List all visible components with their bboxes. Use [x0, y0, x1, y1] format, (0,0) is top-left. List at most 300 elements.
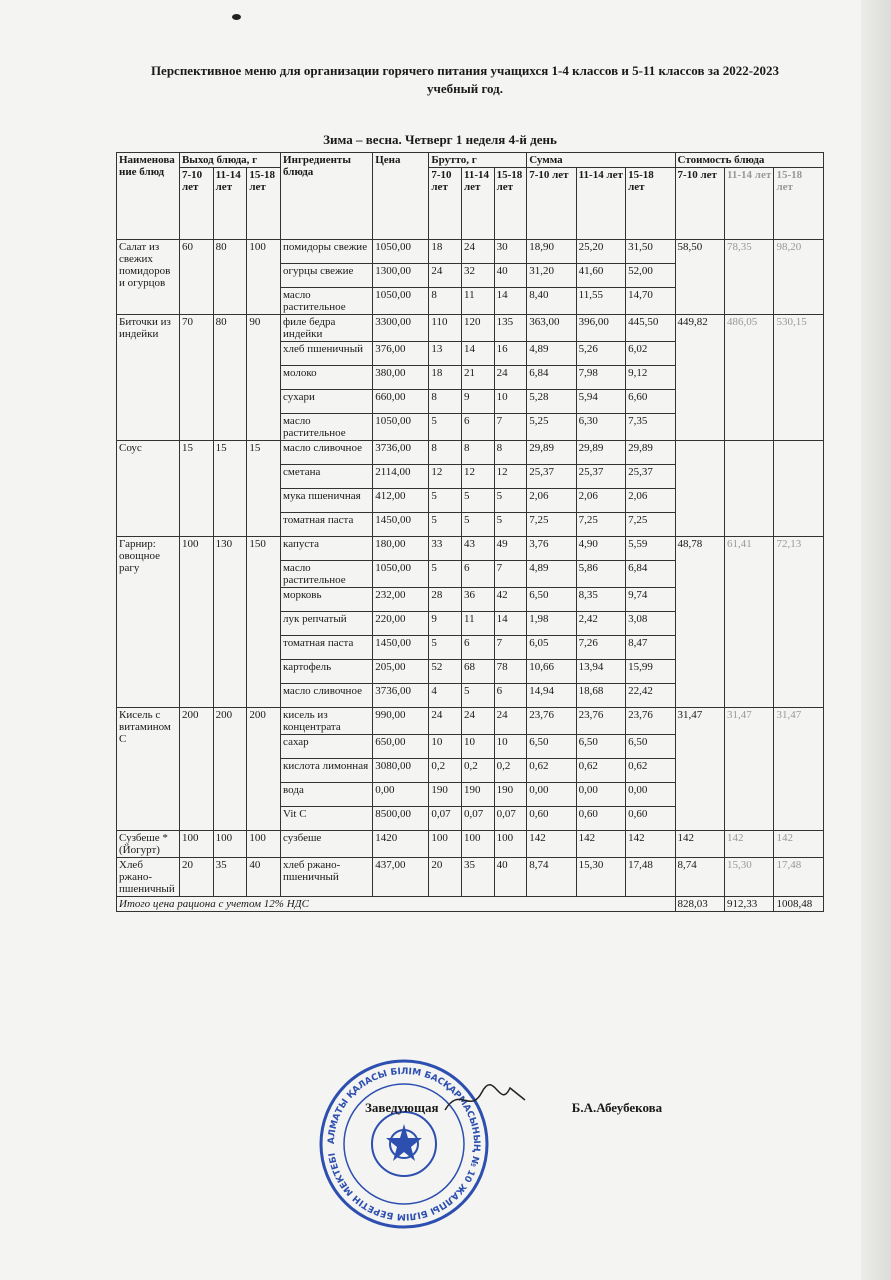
sum-15-18: 29,89 [626, 441, 675, 465]
header-brutto: Брутто, г [429, 153, 527, 168]
ingredient-name: вода [281, 783, 373, 807]
dish-name: Хлеб ржано-пшеничный [117, 858, 180, 897]
sum-7-10: 0,60 [527, 807, 576, 831]
brutto-7-10: 28 [429, 588, 462, 612]
dish-yield-15-18: 150 [247, 537, 281, 708]
ingredient-name: молоко [281, 366, 373, 390]
brutto-7-10: 8 [429, 288, 462, 315]
sum-7-10: 10,66 [527, 660, 576, 684]
dish-yield-15-18: 40 [247, 858, 281, 897]
total-value-11-14: 912,33 [725, 897, 774, 912]
sum-11-14: 6,30 [576, 414, 625, 441]
sum-7-10: 6,50 [527, 588, 576, 612]
header-ingredients: Ингредиенты блюда [281, 153, 373, 240]
sum-15-18: 0,60 [626, 807, 675, 831]
brutto-7-10: 5 [429, 636, 462, 660]
ingredient-price: 1050,00 [373, 288, 429, 315]
ingredient-price: 437,00 [373, 858, 429, 897]
dish-cost-7-10: 48,78 [675, 537, 724, 708]
brutto-7-10: 5 [429, 414, 462, 441]
sum-15-18: 25,37 [626, 465, 675, 489]
header-sum-age-11-14: 11-14 лет [576, 168, 625, 240]
sum-11-14: 7,26 [576, 636, 625, 660]
sum-11-14: 13,94 [576, 660, 625, 684]
ingredient-name: сузбеше [281, 831, 373, 858]
ingredient-price: 3080,00 [373, 759, 429, 783]
brutto-15-18: 10 [494, 735, 527, 759]
brutto-7-10: 8 [429, 441, 462, 465]
header-price: Цена [373, 153, 429, 240]
dish-cost-15-18: 17,48 [774, 858, 824, 897]
sum-15-18: 7,35 [626, 414, 675, 441]
sum-7-10: 5,25 [527, 414, 576, 441]
dish-yield-7-10: 200 [179, 708, 213, 831]
header-cost-age-11-14: 11-14 лет [725, 168, 774, 240]
sum-15-18: 6,84 [626, 561, 675, 588]
dish-cost-11-14: 142 [725, 831, 774, 858]
dish-yield-7-10: 20 [179, 858, 213, 897]
brutto-15-18: 7 [494, 414, 527, 441]
brutto-11-14: 24 [461, 708, 494, 735]
brutto-11-14: 0,2 [461, 759, 494, 783]
dish-cost-15-18: 142 [774, 831, 824, 858]
sum-15-18: 0,62 [626, 759, 675, 783]
brutto-11-14: 5 [461, 513, 494, 537]
sum-11-14: 25,37 [576, 465, 625, 489]
ingredient-price: 220,00 [373, 612, 429, 636]
sum-7-10: 0,62 [527, 759, 576, 783]
brutto-7-10: 110 [429, 315, 462, 342]
brutto-7-10: 24 [429, 264, 462, 288]
ingredient-name: огурцы свежие [281, 264, 373, 288]
total-value-7-10: 828,03 [675, 897, 724, 912]
ingredient-price: 3736,00 [373, 684, 429, 708]
sum-7-10: 29,89 [527, 441, 576, 465]
dish-yield-7-10: 100 [179, 831, 213, 858]
header-cost-age-15-18: 15-18 лет [774, 168, 824, 240]
dish-cost-15-18: 530,15 [774, 315, 824, 441]
brutto-15-18: 49 [494, 537, 527, 561]
brutto-15-18: 30 [494, 240, 527, 264]
brutto-15-18: 14 [494, 612, 527, 636]
header-dish: Наименование блюд [117, 153, 180, 240]
sum-11-14: 2,06 [576, 489, 625, 513]
brutto-15-18: 7 [494, 561, 527, 588]
brutto-11-14: 14 [461, 342, 494, 366]
dish-yield-11-14: 80 [213, 240, 247, 315]
brutto-7-10: 18 [429, 240, 462, 264]
ingredient-price: 1050,00 [373, 561, 429, 588]
sum-11-14: 11,55 [576, 288, 625, 315]
title-line-2: учебный год. [426, 81, 503, 96]
ingredient-price: 3300,00 [373, 315, 429, 342]
dish-name: Соус [117, 441, 180, 537]
ingredient-name: масло растительное [281, 288, 373, 315]
sum-7-10: 23,76 [527, 708, 576, 735]
brutto-7-10: 5 [429, 561, 462, 588]
brutto-11-14: 43 [461, 537, 494, 561]
signature-name: Б.А.Абеубекова [571, 1100, 663, 1115]
table-row [117, 315, 824, 342]
document-subtitle: Зима – весна. Четверг 1 неделя 4-й день [323, 132, 557, 147]
sum-15-18: 6,50 [626, 735, 675, 759]
dish-yield-7-10: 70 [179, 315, 213, 441]
brutto-15-18: 40 [494, 858, 527, 897]
sum-15-18: 9,12 [626, 366, 675, 390]
ingredient-price: 660,00 [373, 390, 429, 414]
header-brutto-age-11-14: 11-14 лет [461, 168, 494, 240]
sum-11-14: 15,30 [576, 858, 625, 897]
brutto-11-14: 5 [461, 684, 494, 708]
sum-7-10: 1,98 [527, 612, 576, 636]
ingredient-name: сахар [281, 735, 373, 759]
dish-cost-11-14: 486,05 [725, 315, 774, 441]
brutto-15-18: 8 [494, 441, 527, 465]
sum-15-18: 5,59 [626, 537, 675, 561]
menu-table [116, 152, 824, 912]
dish-cost-11-14: 15,30 [725, 858, 774, 897]
sum-15-18: 14,70 [626, 288, 675, 315]
header-yield-age-11-14: 11-14 лет [213, 168, 247, 240]
sum-15-18: 8,47 [626, 636, 675, 660]
ingredient-price: 1050,00 [373, 414, 429, 441]
brutto-15-18: 7 [494, 636, 527, 660]
ingredient-name: лук репчатый [281, 612, 373, 636]
brutto-11-14: 11 [461, 288, 494, 315]
sum-7-10: 4,89 [527, 561, 576, 588]
brutto-7-10: 12 [429, 465, 462, 489]
dish-cost-15-18: 31,47 [774, 708, 824, 831]
brutto-7-10: 5 [429, 513, 462, 537]
sum-7-10: 31,20 [527, 264, 576, 288]
sum-15-18: 23,76 [626, 708, 675, 735]
sum-11-14: 41,60 [576, 264, 625, 288]
table-row [117, 240, 824, 264]
ingredient-price: 650,00 [373, 735, 429, 759]
ingredient-price: 8500,00 [373, 807, 429, 831]
dish-cost-7-10 [675, 441, 724, 537]
ink-speck [232, 14, 241, 20]
sum-7-10: 8,40 [527, 288, 576, 315]
sum-7-10: 18,90 [527, 240, 576, 264]
dish-name: Биточки из индейки [117, 315, 180, 441]
dish-yield-11-14: 80 [213, 315, 247, 441]
sum-7-10: 8,74 [527, 858, 576, 897]
sum-15-18: 3,08 [626, 612, 675, 636]
brutto-15-18: 100 [494, 831, 527, 858]
brutto-11-14: 5 [461, 489, 494, 513]
ingredient-name: мука пшеничная [281, 489, 373, 513]
sum-7-10: 6,84 [527, 366, 576, 390]
sum-7-10: 6,50 [527, 735, 576, 759]
ingredient-price: 2114,00 [373, 465, 429, 489]
brutto-11-14: 21 [461, 366, 494, 390]
dish-cost-7-10: 449,82 [675, 315, 724, 441]
dish-name: Салат из свежих помидоров и огурцов [117, 240, 180, 315]
brutto-11-14: 6 [461, 414, 494, 441]
ingredient-name: сухари [281, 390, 373, 414]
dish-yield-7-10: 60 [179, 240, 213, 315]
brutto-11-14: 100 [461, 831, 494, 858]
sum-11-14: 6,50 [576, 735, 625, 759]
sum-15-18: 15,99 [626, 660, 675, 684]
brutto-11-14: 0,07 [461, 807, 494, 831]
sum-7-10: 142 [527, 831, 576, 858]
dish-yield-11-14: 15 [213, 441, 247, 537]
total-value-15-18: 1008,48 [774, 897, 824, 912]
sum-15-18: 9,74 [626, 588, 675, 612]
header-yield: Выход блюда, г [179, 153, 280, 168]
dish-cost-15-18: 72,13 [774, 537, 824, 708]
dish-cost-11-14 [725, 441, 774, 537]
header-sum: Сумма [527, 153, 675, 168]
emblem-icon [386, 1124, 422, 1161]
dish-cost-7-10: 8,74 [675, 858, 724, 897]
signature-role: Заведующая [365, 1100, 439, 1115]
brutto-7-10: 8 [429, 390, 462, 414]
brutto-7-10: 24 [429, 708, 462, 735]
sum-11-14: 0,00 [576, 783, 625, 807]
brutto-7-10: 0,2 [429, 759, 462, 783]
dish-yield-11-14: 35 [213, 858, 247, 897]
ingredient-name: хлеб ржано-пшеничный [281, 858, 373, 897]
ingredient-price: 1420 [373, 831, 429, 858]
brutto-7-10: 20 [429, 858, 462, 897]
sum-7-10: 363,00 [527, 315, 576, 342]
brutto-11-14: 6 [461, 561, 494, 588]
sum-7-10: 7,25 [527, 513, 576, 537]
document-title [95, 62, 835, 98]
brutto-11-14: 10 [461, 735, 494, 759]
ingredient-name: кислота лимонная [281, 759, 373, 783]
table-row [117, 441, 824, 465]
title-line-1: Перспективное меню для организации горячего питания учащихся 1-4 классов и 5-11 классов за 2022-2023 [150, 63, 780, 78]
header-cost-age-7-10: 7-10 лет [675, 168, 724, 240]
dish-cost-11-14: 78,35 [725, 240, 774, 315]
stamp-text: АЛМАТЫ ҚАЛАСЫ БІЛІМ БАСҚАРМАСЫНЫҢ № 10 ЖАЛПЫ БІЛІМ БЕРЕТІН МЕКТЕБІ [326, 1066, 482, 1222]
ingredient-price: 990,00 [373, 708, 429, 735]
ingredient-name: масло растительное [281, 414, 373, 441]
ingredient-price: 1050,00 [373, 240, 429, 264]
ingredient-price: 380,00 [373, 366, 429, 390]
header-sum-age-7-10: 7-10 лет [527, 168, 576, 240]
brutto-11-14: 11 [461, 612, 494, 636]
brutto-15-18: 12 [494, 465, 527, 489]
ingredient-name: сметана [281, 465, 373, 489]
brutto-15-18: 24 [494, 366, 527, 390]
table-row [117, 831, 824, 858]
brutto-7-10: 4 [429, 684, 462, 708]
brutto-15-18: 6 [494, 684, 527, 708]
brutto-15-18: 16 [494, 342, 527, 366]
brutto-11-14: 68 [461, 660, 494, 684]
brutto-11-14: 12 [461, 465, 494, 489]
ingredient-name: филе бедра индейки [281, 315, 373, 342]
sum-15-18: 7,25 [626, 513, 675, 537]
ingredient-name: кисель из концентрата [281, 708, 373, 735]
brutto-7-10: 190 [429, 783, 462, 807]
table-row [117, 708, 824, 735]
ingredient-price: 205,00 [373, 660, 429, 684]
ingredient-price: 1450,00 [373, 636, 429, 660]
sum-15-18: 6,02 [626, 342, 675, 366]
sum-15-18: 52,00 [626, 264, 675, 288]
brutto-11-14: 8 [461, 441, 494, 465]
brutto-7-10: 5 [429, 489, 462, 513]
sum-15-18: 6,60 [626, 390, 675, 414]
brutto-11-14: 36 [461, 588, 494, 612]
dish-name: Сузбеше *(Йогурт) [117, 831, 180, 858]
sum-11-14: 4,90 [576, 537, 625, 561]
brutto-7-10: 10 [429, 735, 462, 759]
sum-7-10: 5,28 [527, 390, 576, 414]
brutto-15-18: 42 [494, 588, 527, 612]
ingredient-name: картофель [281, 660, 373, 684]
dish-yield-11-14: 130 [213, 537, 247, 708]
ingredient-name: масло растительное [281, 561, 373, 588]
dish-cost-11-14: 31,47 [725, 708, 774, 831]
sum-11-14: 18,68 [576, 684, 625, 708]
dish-cost-7-10: 142 [675, 831, 724, 858]
sum-11-14: 142 [576, 831, 625, 858]
ingredient-price: 232,00 [373, 588, 429, 612]
brutto-7-10: 100 [429, 831, 462, 858]
sum-11-14: 8,35 [576, 588, 625, 612]
brutto-15-18: 135 [494, 315, 527, 342]
brutto-15-18: 5 [494, 513, 527, 537]
sum-7-10: 6,05 [527, 636, 576, 660]
sum-11-14: 2,42 [576, 612, 625, 636]
brutto-7-10: 52 [429, 660, 462, 684]
ingredient-price: 412,00 [373, 489, 429, 513]
brutto-7-10: 0,07 [429, 807, 462, 831]
ingredient-name: Vit C [281, 807, 373, 831]
brutto-7-10: 13 [429, 342, 462, 366]
dish-yield-15-18: 100 [247, 831, 281, 858]
total-row [117, 897, 824, 912]
dish-name: Гарнир: овощное рагу [117, 537, 180, 708]
sum-15-18: 445,50 [626, 315, 675, 342]
dish-yield-15-18: 15 [247, 441, 281, 537]
dish-cost-7-10: 58,50 [675, 240, 724, 315]
sum-11-14: 0,62 [576, 759, 625, 783]
dish-yield-15-18: 100 [247, 240, 281, 315]
sum-11-14: 7,98 [576, 366, 625, 390]
page-edge [861, 0, 891, 1280]
dish-yield-11-14: 100 [213, 831, 247, 858]
signature-line [365, 1100, 662, 1116]
brutto-15-18: 10 [494, 390, 527, 414]
sum-11-14: 5,86 [576, 561, 625, 588]
brutto-11-14: 24 [461, 240, 494, 264]
brutto-15-18: 24 [494, 708, 527, 735]
sum-11-14: 7,25 [576, 513, 625, 537]
header-yield-age-15-18: 15-18 лет [247, 168, 281, 240]
sum-7-10: 0,00 [527, 783, 576, 807]
dish-yield-11-14: 200 [213, 708, 247, 831]
ingredient-name: масло сливочное [281, 684, 373, 708]
brutto-11-14: 6 [461, 636, 494, 660]
brutto-11-14: 9 [461, 390, 494, 414]
brutto-11-14: 190 [461, 783, 494, 807]
brutto-15-18: 0,2 [494, 759, 527, 783]
ingredient-name: томатная паста [281, 636, 373, 660]
sum-15-18: 0,00 [626, 783, 675, 807]
header-cost: Стоимость блюда [675, 153, 823, 168]
ingredient-name: помидоры свежие [281, 240, 373, 264]
sum-15-18: 31,50 [626, 240, 675, 264]
dish-cost-15-18 [774, 441, 824, 537]
dish-yield-7-10: 100 [179, 537, 213, 708]
dish-cost-7-10: 31,47 [675, 708, 724, 831]
dish-cost-15-18: 98,20 [774, 240, 824, 315]
ingredient-price: 180,00 [373, 537, 429, 561]
sum-11-14: 5,94 [576, 390, 625, 414]
brutto-7-10: 9 [429, 612, 462, 636]
sum-11-14: 23,76 [576, 708, 625, 735]
ingredient-name: морковь [281, 588, 373, 612]
dish-yield-15-18: 90 [247, 315, 281, 441]
dish-name: Кисель с витамином С [117, 708, 180, 831]
ingredient-price: 376,00 [373, 342, 429, 366]
sum-7-10: 14,94 [527, 684, 576, 708]
brutto-7-10: 33 [429, 537, 462, 561]
ingredient-name: масло сливочное [281, 441, 373, 465]
sum-7-10: 4,89 [527, 342, 576, 366]
brutto-15-18: 0,07 [494, 807, 527, 831]
table-row [117, 858, 824, 897]
ingredient-price: 3736,00 [373, 441, 429, 465]
brutto-15-18: 5 [494, 489, 527, 513]
dish-yield-15-18: 200 [247, 708, 281, 831]
dish-yield-7-10: 15 [179, 441, 213, 537]
ingredient-name: томатная паста [281, 513, 373, 537]
sum-11-14: 29,89 [576, 441, 625, 465]
brutto-11-14: 32 [461, 264, 494, 288]
brutto-15-18: 190 [494, 783, 527, 807]
ingredient-price: 0,00 [373, 783, 429, 807]
sum-7-10: 25,37 [527, 465, 576, 489]
brutto-15-18: 14 [494, 288, 527, 315]
ingredient-name: капуста [281, 537, 373, 561]
menu-body [117, 240, 824, 897]
ingredient-price: 1300,00 [373, 264, 429, 288]
brutto-11-14: 35 [461, 858, 494, 897]
table-row [117, 537, 824, 561]
sum-7-10: 2,06 [527, 489, 576, 513]
sum-7-10: 3,76 [527, 537, 576, 561]
total-label: Итого цена рациона с учетом 12% НДС [117, 897, 676, 912]
brutto-7-10: 18 [429, 366, 462, 390]
sum-11-14: 0,60 [576, 807, 625, 831]
ingredient-price: 1450,00 [373, 513, 429, 537]
header-yield-age-7-10: 7-10 лет [179, 168, 213, 240]
header-brutto-age-15-18: 15-18 лет [494, 168, 527, 240]
brutto-15-18: 40 [494, 264, 527, 288]
sum-15-18: 142 [626, 831, 675, 858]
brutto-11-14: 120 [461, 315, 494, 342]
ingredient-name: хлеб пшеничный [281, 342, 373, 366]
sum-11-14: 25,20 [576, 240, 625, 264]
sum-11-14: 5,26 [576, 342, 625, 366]
dish-cost-11-14: 61,41 [725, 537, 774, 708]
brutto-15-18: 78 [494, 660, 527, 684]
header-sum-age-15-18: 15-18 лет [626, 168, 675, 240]
sum-15-18: 22,42 [626, 684, 675, 708]
sum-15-18: 17,48 [626, 858, 675, 897]
sum-15-18: 2,06 [626, 489, 675, 513]
sum-11-14: 396,00 [576, 315, 625, 342]
